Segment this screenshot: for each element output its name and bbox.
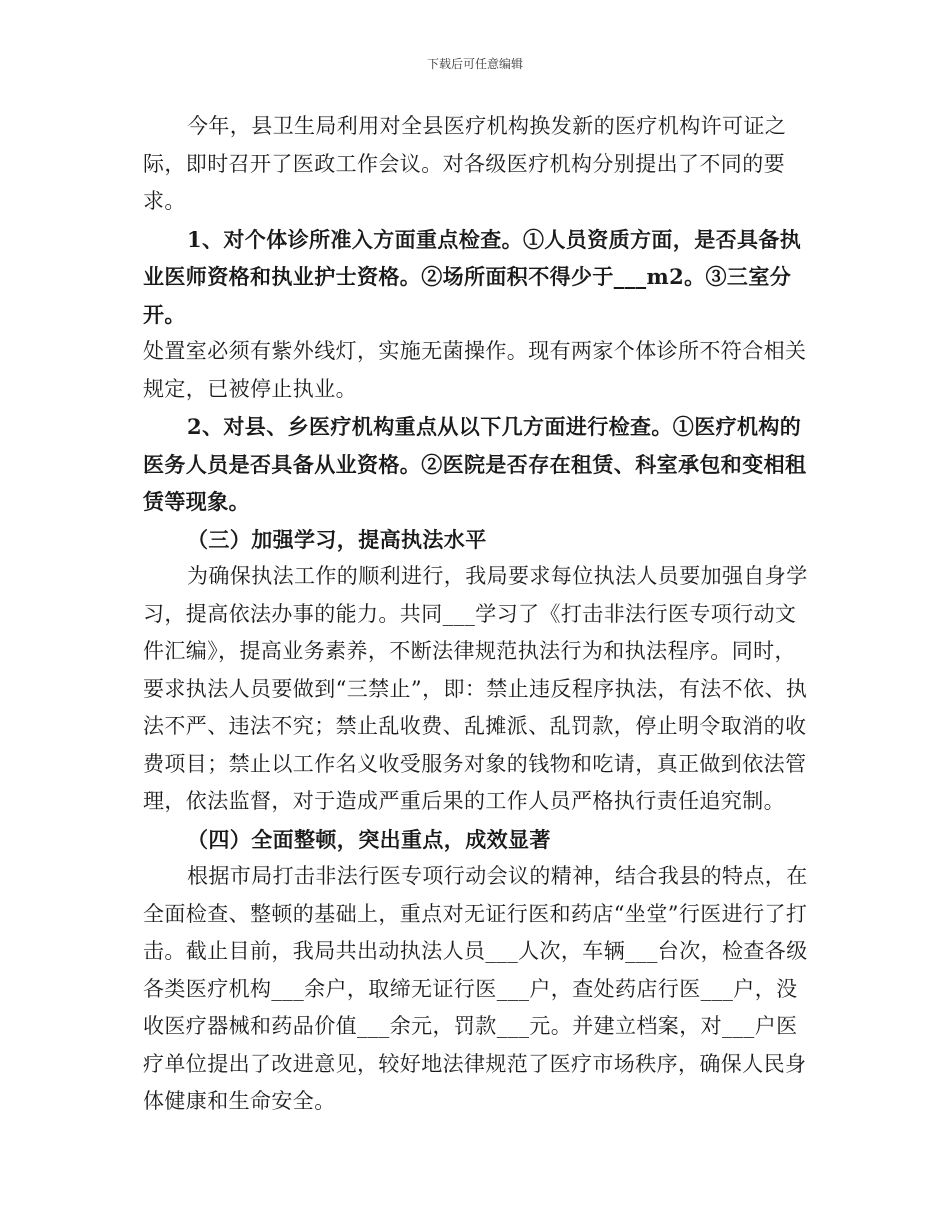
document-body: [143, 108, 813, 1121]
hospital-inspection-paragraph: 2、对县、乡医疗机构重点从以下几方面进行检查。①医疗机构的医务人员是否具备从业资格。②医院是否存在租赁、科室承包和变相租赁等现象。: [143, 414, 807, 514]
clinic-inspection-continuation: 处置室必须有紫外线灯，实施无菌操作。现有两家个体诊所不符合相关规定，已被停止执业。: [143, 339, 807, 401]
page-header-note: 下载后可任意编辑: [426, 57, 523, 71]
section-heading-3: （三）加强学习，提高执法水平: [187, 526, 487, 552]
results-paragraph: 根据市局打击非法行医专项行动会议的精神，结合我县的特点，在全面检查、整顿的基础上，重点对无证行医和药店“坐堂”行医进行了打击。截止目前，我局共出动执法人员___人次，车辆___台次，检查各级各类医疗机构___余户，取缔无证行医___户，查处药店行医___户，没收医疗器械和药品价值___余元，罚款___元。并建立档案，对___户医疗单位提出了改进意见，较好地法律规范了医疗市场秩序，确保人民身体健康和生命安全。: [143, 864, 808, 1113]
clinic-inspection-paragraph: 1、对个体诊所准入方面重点检查。①人员资质方面，是否具备执业医师资格和执业护士资格。②场所面积不得少于___m2。③三室分开。: [143, 226, 802, 327]
section-heading-4: （四）全面整顿，突出重点，成效显著: [187, 826, 551, 852]
intro-paragraph: 今年，县卫生局利用对全县医疗机构换发新的医疗机构许可证之际，即时召开了医政工作会议。对各级医疗机构分别提出了不同的要求。: [143, 114, 787, 213]
study-paragraph: 为确保执法工作的顺利进行，我局要求每位执法人员要加强自身学习，提高依法办事的能力。共同___学习了《打击非法行医专项行动文件汇编》，提高业务素养，不断法律规范执法行为和执法程序。同时，要求执法人员要做到“三禁止”，即：禁止违反程序执法，有法不依、执法不严、违法不究；禁止乱收费、乱摊派、乱罚款，停止明令取消的收费项目；禁止以工作名义收受服务对象的钱物和吃请，真正做到依法管理，依法监督，对于造成严重后果的工作人员严格执行责任追究制。: [143, 564, 808, 813]
